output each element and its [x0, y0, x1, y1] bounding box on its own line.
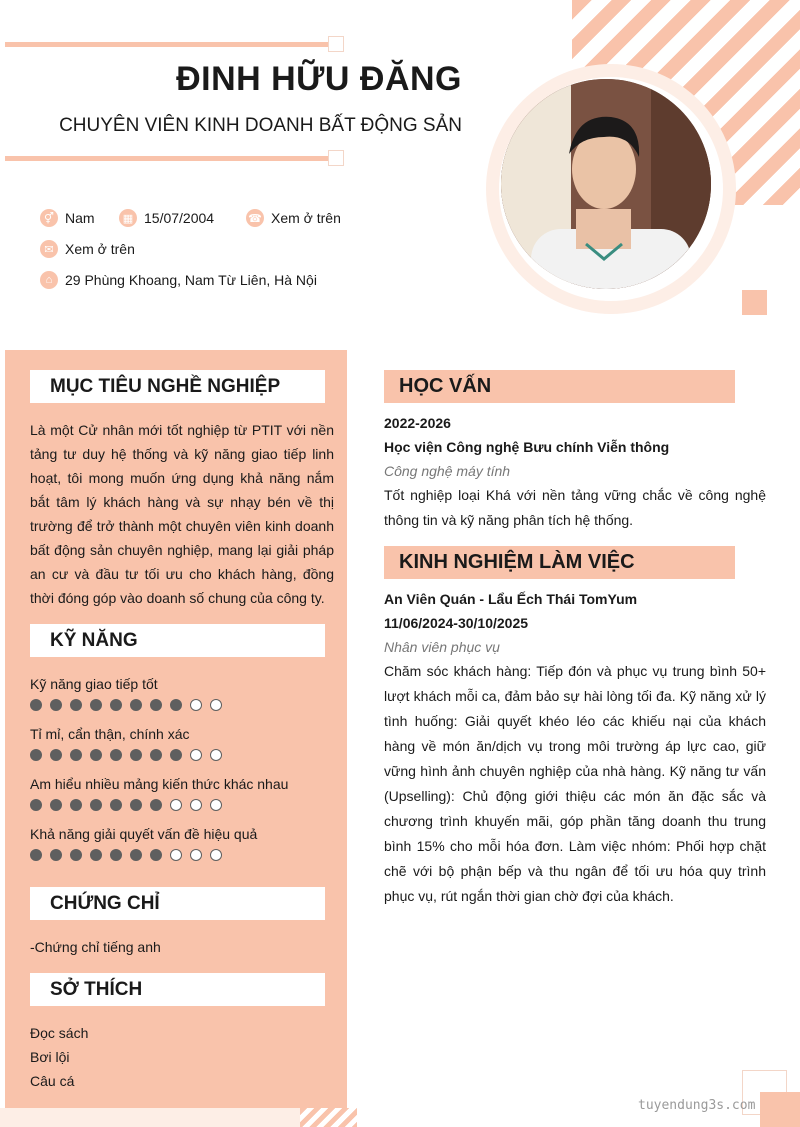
rating-dot-filled — [150, 749, 162, 761]
rating-dot-filled — [90, 749, 102, 761]
hobby-item: Câu cá — [30, 1073, 75, 1089]
rating-dot-filled — [130, 799, 142, 811]
rating-dot-filled — [110, 799, 122, 811]
info-email — [40, 240, 135, 258]
objective-text: Là một Cử nhân mới tốt nghiệp từ PTIT với nền tảng tư duy hệ thống và kỹ năng giao tiếp linh hoạt, tôi mong muốn ứng dụng khả năng nắm bắt tâm lý khách hàng và sự nhạy bén về thị trường để trở thành một chuyên viên kinh doanh bất động sản chuyên nghiệp, mang lại giải pháp an cư và đầu tư tối ưu cho khách hàng, đồng thời đóng góp vào doanh số chung của công ty. — [30, 422, 334, 606]
rating-dot-filled — [170, 699, 182, 711]
rating-dot-filled — [130, 849, 142, 861]
watermark: tuyendung3s.com — [638, 1098, 756, 1113]
home-icon: ⌂ — [40, 271, 58, 289]
rating-dot-filled — [50, 699, 62, 711]
rating-dot-filled — [130, 749, 142, 761]
rating-dot-filled — [30, 849, 42, 861]
info-phone — [246, 209, 341, 227]
rating-dot-empty — [190, 749, 202, 761]
rating-dot-filled — [30, 749, 42, 761]
skills-title: KỸ NĂNG — [30, 624, 325, 657]
rating-dot-filled — [90, 799, 102, 811]
rating-dot-filled — [150, 799, 162, 811]
hobbies-title: SỞ THÍCH — [30, 973, 325, 1006]
rating-dot-filled — [110, 749, 122, 761]
calendar-icon: ▦ — [119, 209, 137, 227]
rating-dot-empty — [170, 849, 182, 861]
rating-dot-filled — [150, 699, 162, 711]
experience-position: Nhân viên phục vụ — [384, 639, 500, 655]
rating-dot-filled — [150, 849, 162, 861]
education-description: Tốt nghiệp loại Khá với nền tảng vững chắc về công nghệ thông tin và kỹ năng phân tích hệ thống. — [384, 487, 766, 528]
rating-dot-empty — [170, 799, 182, 811]
skill-name: Tỉ mỉ, cẩn thận, chính xác — [30, 726, 190, 742]
decor-bar-top-end — [328, 36, 344, 52]
education-school: Học viện Công nghệ Bưu chính Viễn thông — [384, 439, 670, 455]
rating-dot-empty — [190, 849, 202, 861]
experience-period: 11/06/2024-30/10/2025 — [384, 615, 529, 631]
skill-name: Am hiểu nhiều mảng kiến thức khác nhau — [30, 776, 289, 792]
rating-dot-filled — [70, 699, 82, 711]
experience-title: KINH NGHIỆM LÀM VIỆC — [384, 546, 735, 579]
rating-dot-filled — [30, 799, 42, 811]
phone-value: Xem ở trên — [271, 210, 341, 226]
decor-bar-bottom-end — [328, 150, 344, 166]
rating-dot-filled — [50, 799, 62, 811]
address-value: 29 Phùng Khoang, Nam Từ Liên, Hà Nội — [65, 272, 317, 288]
phone-icon: ☎ — [246, 209, 264, 227]
rating-dot-filled — [130, 699, 142, 711]
rating-dot-filled — [170, 749, 182, 761]
skill-rating — [30, 849, 222, 861]
skill-rating — [30, 749, 222, 761]
skill-rating — [30, 799, 222, 811]
rating-dot-filled — [70, 749, 82, 761]
rating-dot-empty — [190, 799, 202, 811]
rating-dot-empty — [210, 699, 222, 711]
rating-dot-filled — [90, 849, 102, 861]
rating-dot-filled — [90, 699, 102, 711]
rating-dot-empty — [190, 699, 202, 711]
gender-icon: ⚥ — [40, 209, 58, 227]
info-address — [40, 271, 317, 289]
rating-dot-filled — [50, 849, 62, 861]
info-birthday — [119, 209, 214, 227]
rating-dot-filled — [30, 699, 42, 711]
skill-name: Khả năng giải quyết vấn đề hiệu quả — [30, 826, 258, 842]
rating-dot-filled — [70, 799, 82, 811]
skill-rating — [30, 699, 222, 711]
rating-dot-filled — [110, 699, 122, 711]
bottom-stripes — [300, 1108, 357, 1127]
candidate-name: ĐINH HỮU ĐĂNG — [176, 60, 462, 98]
rating-dot-empty — [210, 849, 222, 861]
decor-bar-bottom — [5, 156, 330, 161]
rating-dot-filled — [110, 849, 122, 861]
certificates-title: CHỨNG CHỈ — [30, 887, 325, 920]
education-title: HỌC VẤN — [384, 370, 735, 403]
gender-value: Nam — [65, 210, 95, 226]
certificate-item: -Chứng chỉ tiếng anh — [30, 939, 161, 955]
education-major: Công nghệ máy tính — [384, 463, 511, 479]
corner-square — [760, 1092, 800, 1127]
rating-dot-filled — [70, 849, 82, 861]
info-gender — [40, 209, 95, 227]
hobby-item: Đọc sách — [30, 1025, 89, 1041]
hobby-item: Bơi lội — [30, 1049, 70, 1065]
education-period: 2022-2026 — [384, 415, 451, 431]
mail-icon: ✉ — [40, 240, 58, 258]
skill-name: Kỹ năng giao tiếp tốt — [30, 676, 158, 692]
rating-dot-empty — [210, 749, 222, 761]
job-title: CHUYÊN VIÊN KINH DOANH BẤT ĐỘNG SẢN — [59, 115, 462, 136]
rating-dot-empty — [210, 799, 222, 811]
objective-title: MỤC TIÊU NGHỀ NGHIỆP — [30, 370, 325, 403]
experience-description: Chăm sóc khách hàng: Tiếp đón và phục vụ trung bình 50+ lượt khách mỗi ca, đảm bảo sự hài lòng tối đa. Kỹ năng xử lý tình huống: Giải quyết khéo léo các khiếu nại của khách hàng về món ăn/dịch vụ trong môi trường áp lực cao, giữ vững hình ảnh chuyên nghiệp của nhà hàng. Kỹ năng tư vấn (Upselling): Chủ động giới thiệu các món ăn đặc sắc và chương trình khuyến mãi, góp phần tăng doanh thu trung bình 15% cho mỗi hóa đơn. Làm việc nhóm: Phối hợp chặt chẽ với bộ phận bếp và thu ngân để tối ưu hóa quy trình phục vụ, rút ngắn thời gian chờ đợi của khách. — [384, 663, 766, 904]
decor-square — [742, 290, 767, 315]
profile-photo — [501, 79, 711, 289]
email-value: Xem ở trên — [65, 241, 135, 257]
birthday-value: 15/07/2004 — [144, 210, 215, 226]
decor-bar-top — [5, 42, 330, 47]
experience-company: An Viên Quán - Lẩu Ếch Thái TomYum — [384, 591, 638, 607]
rating-dot-filled — [50, 749, 62, 761]
